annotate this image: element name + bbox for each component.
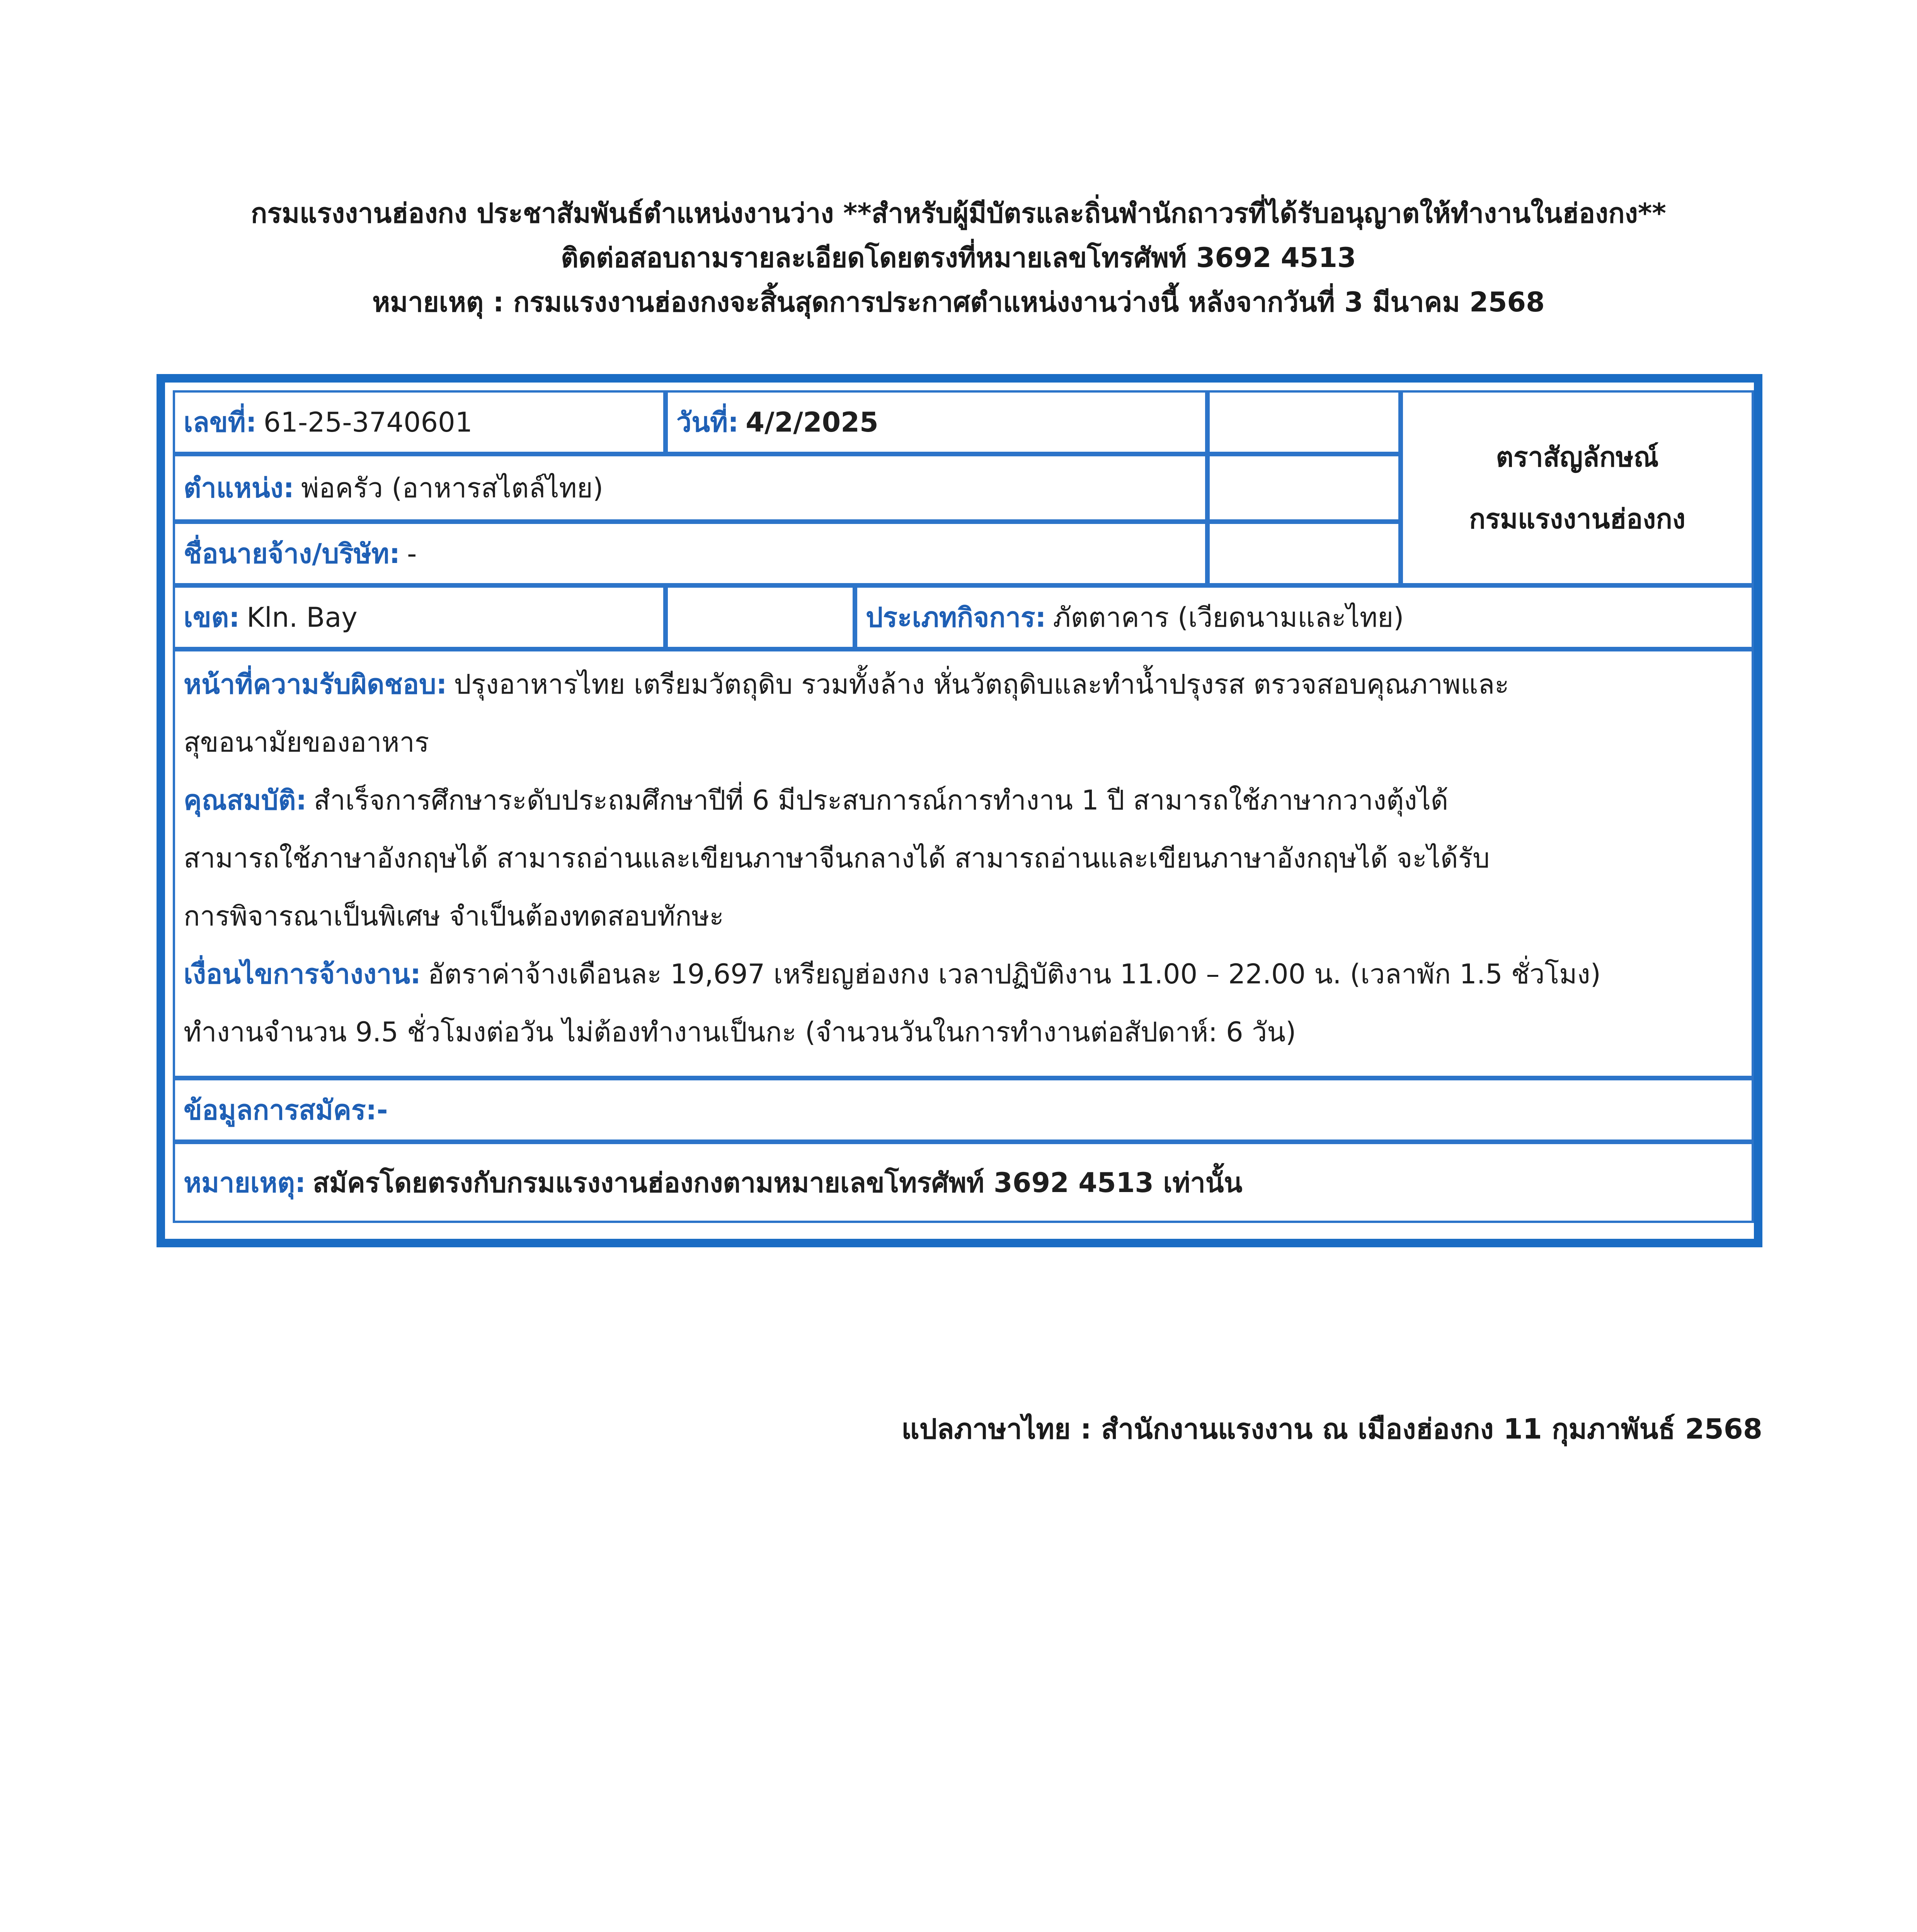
duties-line-1	[184, 655, 1743, 713]
business-type-cell	[855, 585, 1754, 649]
district-value: Kln. Bay	[247, 601, 358, 633]
duties-line-2: สุขอนามัยของอาหาร	[184, 726, 429, 758]
terms-label: เงื่อนไขการจ้างงาน:	[184, 958, 421, 990]
job-vacancy-table	[157, 374, 1762, 1247]
application-info-label: ข้อมูลการสมัคร:-	[184, 1094, 388, 1126]
note-value: สมัครโดยตรงกับกรมแรงงานฮ่องกงตามหมายเลขโทรศัพท์ 3692 4513 เท่านั้น	[313, 1167, 1243, 1199]
job-number-value: 61-25-3740601	[263, 406, 473, 438]
header-line-3: หมายเหตุ : กรมแรงงานฮ่องกงจะสิ้นสุดการประกาศตำแหน่งงานว่างนี้ หลังจากวันที่ 3 มีนาคม 2568	[372, 286, 1545, 318]
position-cell	[173, 454, 1207, 522]
department-seal-cell	[1401, 390, 1754, 585]
employer-value: -	[407, 537, 417, 570]
job-number-label: เลขที่:	[184, 406, 257, 438]
position-value: พ่อครัว (อาหารสไตล์ไทย)	[301, 472, 603, 504]
date-label: วันที่:	[676, 406, 739, 438]
header-line-1: กรมแรงงานฮ่องกง ประชาสัมพันธ์ตำแหน่งงานว่าง **สำหรับผู้มีบัตรและถิ่นพำนักถาวรที่ได้รับอนุญาตให้ทำงานในฮ่องกง**	[250, 197, 1666, 229]
note-label: หมายเหตุ:	[184, 1167, 306, 1199]
terms-line-1	[184, 945, 1743, 1003]
qualifications-text-1: สำเร็จการศึกษาระดับประถมศึกษาปีที่ 6 มีประสบการณ์การทำงาน 1 ปี สามารถใช้ภาษากวางตุ้งได้	[313, 784, 1449, 816]
qualifications-label: คุณสมบัติ:	[184, 784, 307, 816]
terms-text-1: อัตราค่าจ้างเดือนละ 19,697 เหรียญฮ่องกง เวลาปฏิบัติงาน 11.00 – 22.00 น. (เวลาพัก 1.5 ชั่วโมง)	[428, 958, 1601, 990]
seal-line-2: กรมแรงงานฮ่องกง	[1469, 503, 1685, 535]
terms-line-2: ทำงานจำนวน 9.5 ชั่วโมงต่อวัน ไม่ต้องทำงานเป็นกะ (จำนวนวันในการทำงานต่อสัปดาห์: 6 วัน)	[184, 1016, 1296, 1048]
employer-cell	[173, 522, 1207, 585]
qualifications-line-2: สามารถใช้ภาษาอังกฤษได้ สามารถอ่านและเขียนภาษาจีนกลางได้ สามารถอ่านและเขียนภาษาอังกฤษได้ จะได้รับ	[184, 842, 1490, 874]
job-description-cell	[173, 649, 1754, 1078]
date-value: 4/2/2025	[746, 406, 878, 438]
district-label: เขต:	[184, 602, 240, 633]
duties-text-1: ปรุงอาหารไทย เตรียมวัตถุดิบ รวมทั้งล้าง หั่นวัตถุดิบและทำน้ำปรุงรส ตรวจสอบคุณภาพและ	[454, 668, 1509, 700]
seal-line-1: ตราสัญลักษณ์	[1496, 441, 1659, 473]
employer-label: ชื่อนายจ้าง/บริษัท:	[184, 538, 400, 570]
notice-header	[0, 191, 1917, 325]
qualifications-line-1	[184, 771, 1743, 829]
application-info-cell	[173, 1078, 1754, 1142]
qualifications-line-3: การพิจารณาเป็นพิเศษ จำเป็นต้องทดสอบทักษะ	[184, 900, 724, 932]
note-cell	[173, 1142, 1754, 1223]
business-type-label: ประเภทกิจการ:	[866, 602, 1046, 633]
district-cell	[173, 585, 666, 649]
date-cell	[666, 390, 1207, 454]
job-number-cell	[173, 390, 666, 454]
empty-cell-r4	[666, 585, 855, 649]
business-type-value: ภัตตาคาร (เวียดนามและไทย)	[1053, 602, 1404, 633]
empty-cell-r1	[1207, 390, 1401, 454]
duties-label: หน้าที่ความรับผิดชอบ:	[184, 668, 447, 700]
position-label: ตำแหน่ง:	[184, 472, 295, 504]
translation-credit: แปลภาษาไทย : สำนักงานแรงงาน ณ เมืองฮ่องกง 11 กุมภาพันธ์ 2568	[901, 1413, 1762, 1445]
empty-cell-r3	[1207, 522, 1401, 585]
empty-cell-r2	[1207, 454, 1401, 522]
header-line-2: ติดต่อสอบถามรายละเอียดโดยตรงที่หมายเลขโทรศัพท์ 3692 4513	[561, 242, 1356, 274]
